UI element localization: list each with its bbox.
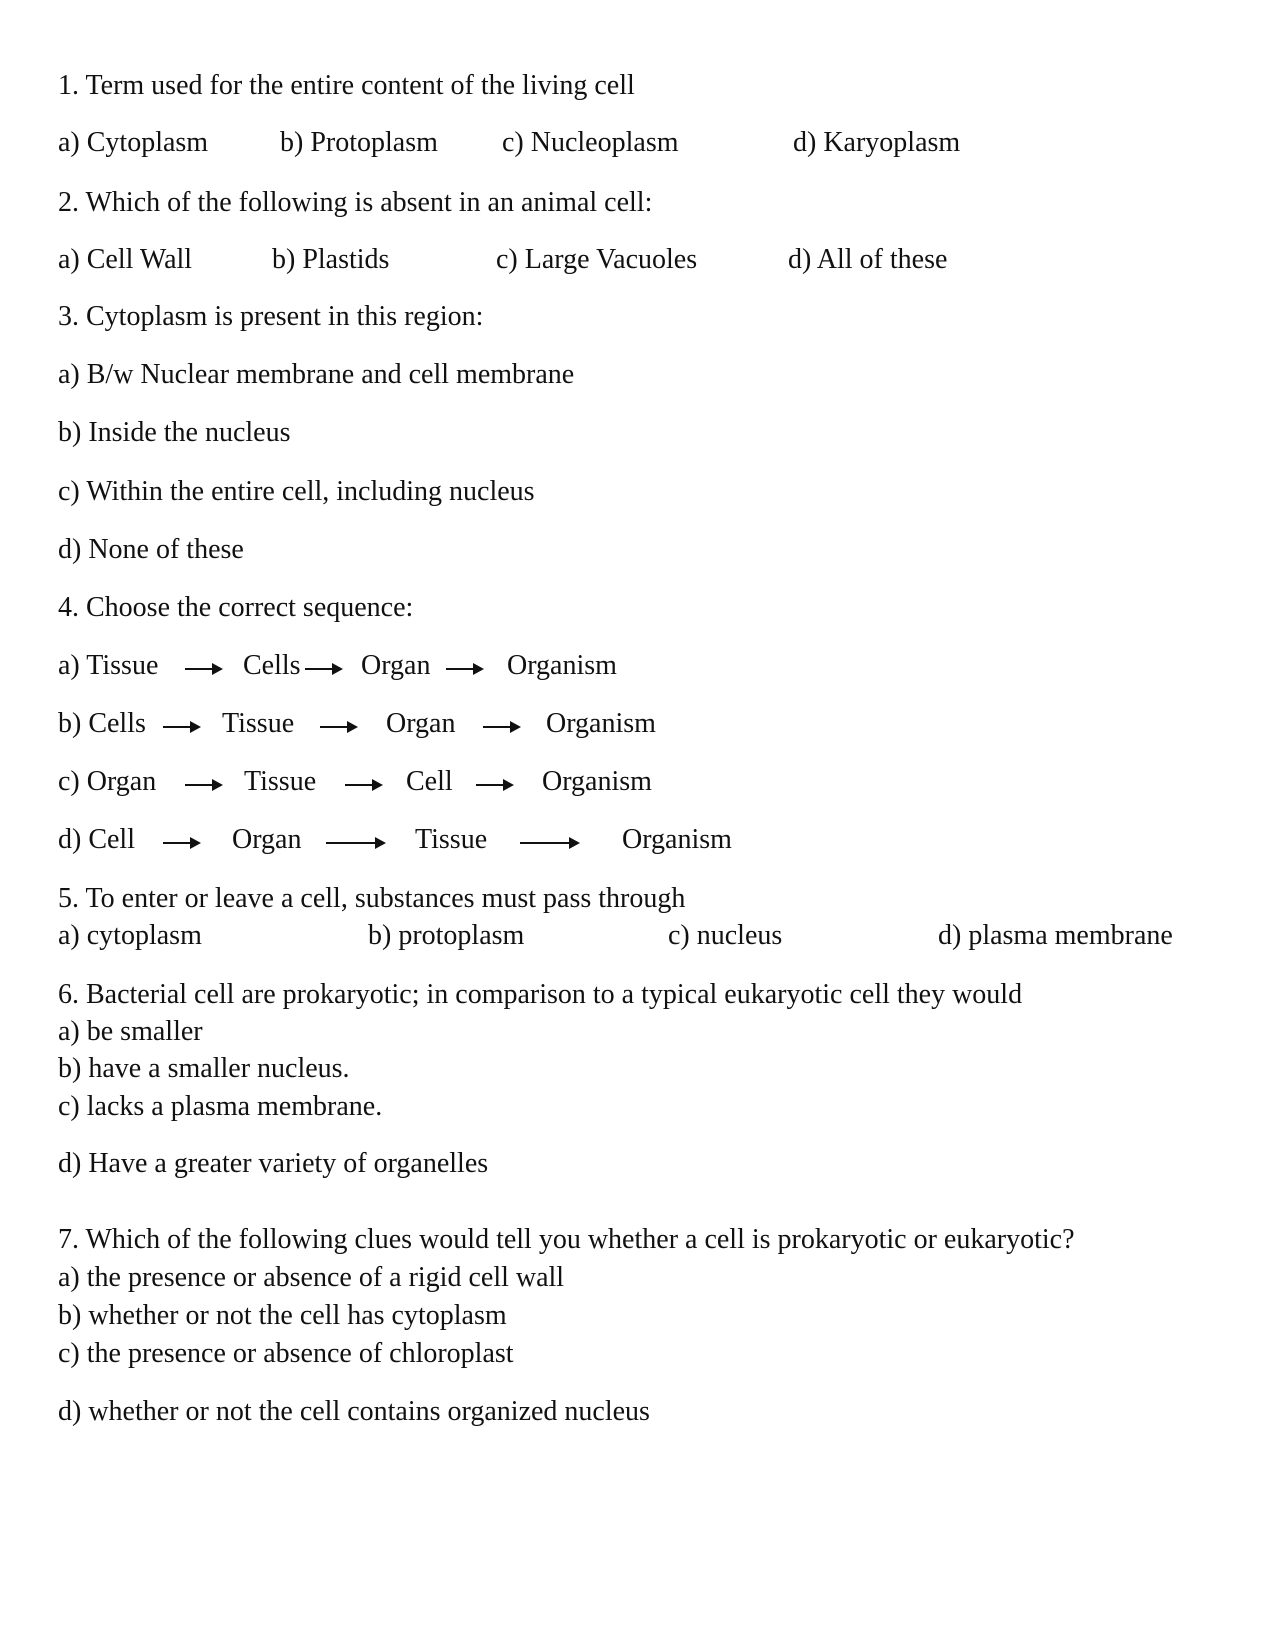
q4-a-step-1: a) Tissue bbox=[58, 650, 159, 681]
q3-option-d: d) None of these bbox=[58, 534, 244, 565]
q3-option-c: c) Within the entire cell, including nucleus bbox=[58, 476, 535, 507]
q4-b-step-1: b) Cells bbox=[58, 708, 146, 739]
arrow-right-icon bbox=[476, 784, 512, 786]
q6-option-a: a) be smaller bbox=[58, 1016, 203, 1047]
q4-d-step-1: d) Cell bbox=[58, 824, 135, 855]
arrow-right-icon bbox=[163, 726, 199, 728]
q5-option-a: a) cytoplasm bbox=[58, 920, 202, 951]
q5-question: 5. To enter or leave a cell, substances must pass through bbox=[58, 883, 686, 914]
q4-b-step-3: Organ bbox=[386, 708, 456, 739]
q4-c-step-2: Tissue bbox=[244, 766, 317, 797]
q3-option-b: b) Inside the nucleus bbox=[58, 417, 291, 448]
arrow-right-icon bbox=[320, 726, 356, 728]
q4-a-step-4: Organism bbox=[507, 650, 617, 681]
q7-option-d: d) whether or not the cell contains organized nucleus bbox=[58, 1396, 650, 1427]
q1-option-b: b) Protoplasm bbox=[280, 127, 438, 158]
arrow-right-icon bbox=[185, 668, 221, 670]
q2-option-d: d) All of these bbox=[788, 244, 948, 275]
q7-option-b: b) whether or not the cell has cytoplasm bbox=[58, 1300, 507, 1331]
q3-option-a: a) B/w Nuclear membrane and cell membrane bbox=[58, 359, 575, 390]
q6-option-c: c) lacks a plasma membrane. bbox=[58, 1091, 383, 1122]
arrow-right-icon bbox=[520, 842, 578, 844]
q2-option-c: c) Large Vacuoles bbox=[496, 244, 698, 275]
q7-question: 7. Which of the following clues would tell you whether a cell is prokaryotic or eukaryotic? bbox=[58, 1224, 1075, 1255]
arrow-right-icon bbox=[345, 784, 381, 786]
q6-question: 6. Bacterial cell are prokaryotic; in comparison to a typical eukaryotic cell they would bbox=[58, 979, 1023, 1010]
q2-question: 2. Which of the following is absent in an animal cell: bbox=[58, 187, 653, 218]
q7-option-c: c) the presence or absence of chloroplast bbox=[58, 1338, 514, 1369]
arrow-right-icon bbox=[185, 784, 221, 786]
q2-option-b: b) Plastids bbox=[272, 244, 390, 275]
q1-option-a: a) Cytoplasm bbox=[58, 127, 209, 158]
q7-option-a: a) the presence or absence of a rigid cell wall bbox=[58, 1262, 565, 1293]
arrow-right-icon bbox=[446, 668, 482, 670]
q4-question: 4. Choose the correct sequence: bbox=[58, 592, 414, 623]
q4-c-step-1: c) Organ bbox=[58, 766, 157, 797]
q4-a-step-2: Cells bbox=[243, 650, 301, 681]
q1-option-c: c) Nucleoplasm bbox=[502, 127, 679, 158]
q4-d-step-3: Tissue bbox=[415, 824, 488, 855]
q1-option-d: d) Karyoplasm bbox=[793, 127, 961, 158]
q5-option-b: b) protoplasm bbox=[368, 920, 525, 951]
q4-c-step-3: Cell bbox=[406, 766, 453, 797]
q4-b-step-4: Organism bbox=[546, 708, 656, 739]
q1-question: 1. Term used for the entire content of the living cell bbox=[58, 70, 635, 101]
q6-option-b: b) have a smaller nucleus. bbox=[58, 1053, 350, 1084]
q6-option-d: d) Have a greater variety of organelles bbox=[58, 1148, 489, 1179]
q4-d-step-2: Organ bbox=[232, 824, 302, 855]
arrow-right-icon bbox=[483, 726, 519, 728]
q5-option-d: d) plasma membrane bbox=[938, 920, 1173, 951]
arrow-right-icon bbox=[163, 842, 199, 844]
q2-option-a: a) Cell Wall bbox=[58, 244, 193, 275]
q4-a-step-3: Organ bbox=[361, 650, 431, 681]
q4-b-step-2: Tissue bbox=[222, 708, 295, 739]
q4-c-step-4: Organism bbox=[542, 766, 652, 797]
arrow-right-icon bbox=[305, 668, 341, 670]
arrow-right-icon bbox=[326, 842, 384, 844]
q4-d-step-4: Organism bbox=[622, 824, 732, 855]
q3-question: 3. Cytoplasm is present in this region: bbox=[58, 301, 484, 332]
q5-option-c: c) nucleus bbox=[668, 920, 783, 951]
